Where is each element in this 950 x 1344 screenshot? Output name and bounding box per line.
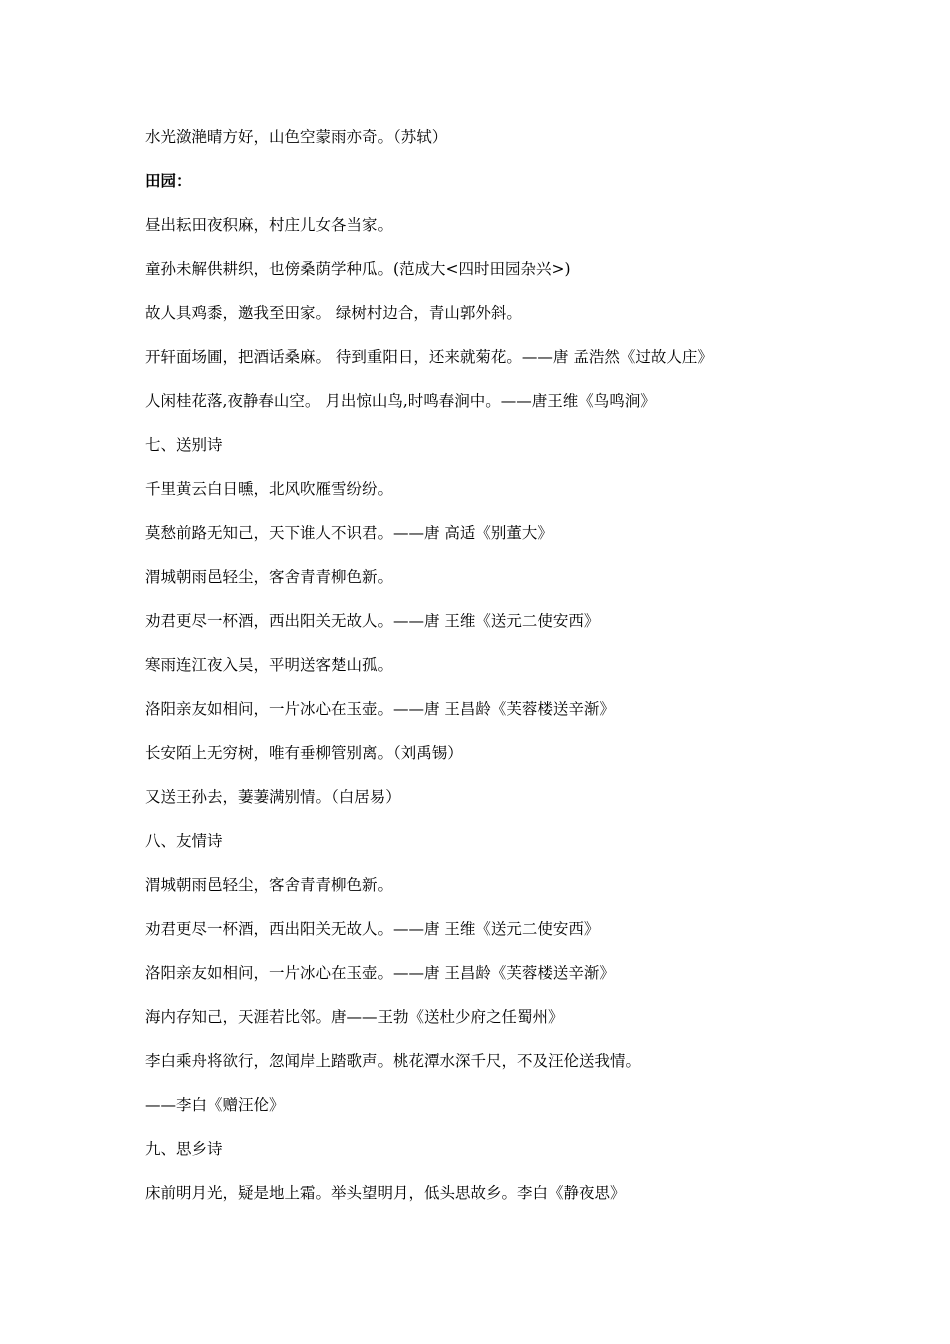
- section-heading-friendship: 八、友情诗: [145, 832, 223, 850]
- poem-line: 寒雨连江夜入吴，平明送客楚山孤。: [145, 656, 394, 674]
- poem-line: 昼出耘田夜积麻，村庄儿女各当家。: [145, 216, 394, 234]
- poem-line: 李白乘舟将欲行，忽闻岸上踏歌声。桃花潭水深千尺，不及汪伦送我情。: [145, 1052, 642, 1070]
- poem-line: 开轩面场圃，把酒话桑麻。 待到重阳日，还来就菊花。——唐 孟浩然《过故人庄》: [145, 348, 713, 366]
- poem-line: 水光潋滟晴方好，山色空蒙雨亦奇。（苏轼）: [145, 128, 448, 146]
- poem-line: 渭城朝雨邑轻尘，客舍青青柳色新。: [145, 876, 394, 894]
- poem-line: 洛阳亲友如相问，一片冰心在玉壶。——唐 王昌龄《芙蓉楼送辛渐》: [145, 700, 615, 718]
- poem-line: 洛阳亲友如相问，一片冰心在玉壶。——唐 王昌龄《芙蓉楼送辛渐》: [145, 964, 615, 982]
- poem-line: 人闲桂花落,夜静春山空。 月出惊山鸟,时鸣春涧中。——唐王维《鸟鸣涧》: [145, 392, 656, 410]
- poem-line: 故人具鸡黍，邀我至田家。 绿树村边合，青山郭外斜。: [145, 304, 522, 322]
- poem-attribution: ——李白《赠汪伦》: [145, 1096, 285, 1114]
- poem-line: 劝君更尽一杯酒，西出阳关无故人。——唐 王维《送元二使安西》: [145, 920, 600, 938]
- poem-line: 莫愁前路无知己，天下谁人不识君。——唐 高适《别董大》: [145, 524, 553, 542]
- poem-line: 又送王孙去，萋萋满别情。（白居易）: [145, 788, 401, 806]
- section-heading-pastoral: 田园：: [145, 171, 192, 190]
- section-heading-farewell: 七、送别诗: [145, 436, 223, 454]
- poem-line: 童孙未解供耕织，也傍桑荫学种瓜。(范成大<四时田园杂兴>): [145, 260, 571, 278]
- poem-line: 劝君更尽一杯酒，西出阳关无故人。——唐 王维《送元二使安西》: [145, 612, 600, 630]
- poem-line: 渭城朝雨邑轻尘，客舍青青柳色新。: [145, 568, 394, 586]
- section-heading-homesick: 九、思乡诗: [145, 1140, 223, 1158]
- poem-line: 床前明月光，疑是地上霜。举头望明月，低头思故乡。李白《静夜思》: [145, 1184, 626, 1202]
- poem-line: 海内存知己，天涯若比邻。唐——王勃《送杜少府之任蜀州》: [145, 1008, 564, 1026]
- poem-line: 千里黄云白日曛，北风吹雁雪纷纷。: [145, 480, 394, 498]
- poem-line: 长安陌上无穷树，唯有垂柳管别离。（刘禹锡）: [145, 744, 463, 762]
